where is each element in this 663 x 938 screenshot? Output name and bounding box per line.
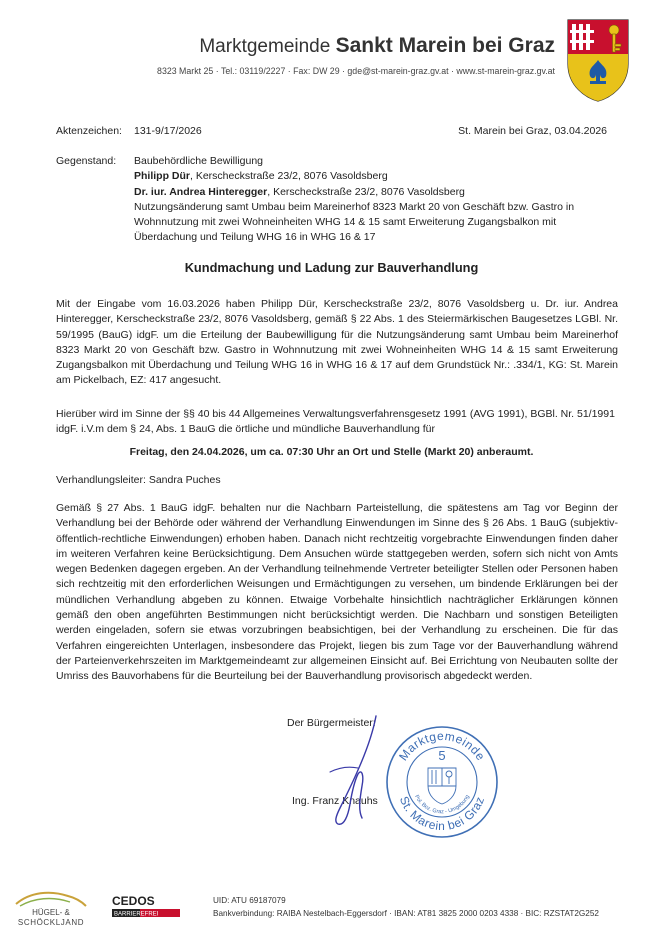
letterhead-title: [0, 34, 555, 58]
applicant-2: [134, 185, 616, 200]
footer-info: [213, 894, 599, 920]
logo-huegel-line1: HÜGEL- &: [32, 908, 70, 917]
subject-label: Gegenstand:: [56, 155, 117, 167]
reference-label: Aktenzeichen:: [56, 125, 122, 137]
stamp-bottom-text: St. Marein bei Graz: [396, 794, 488, 834]
letterhead-contact: 8323 Markt 25 · Tel.: 03119/2227 · Fax: DW 29 · gde@st-marein-graz.gv.at · www.st-marein-graz.gv.at: [157, 66, 555, 76]
reference-value: 131-9/17/2026: [134, 125, 202, 137]
applicant-1: [134, 169, 616, 184]
logo-cedos-line1: CEDOS: [112, 894, 155, 908]
stamp-number: 5: [438, 748, 446, 763]
subject-description: Nutzungsänderung samt Umbau beim Mareinerhof 8323 Markt 20 von Geschäft bzw. Gastro in Wohnnutzung mit zwei Wohneinheiten WHG 14 & 15 samt Erweiterung Zugangsbalkon mit Überdachung und Teilung WHG 16 in WHG 16 & 17: [134, 200, 575, 244]
municipality-name: Sankt Marein bei Graz: [335, 34, 555, 57]
footer-bank: Bankverbindung: RAIBA Nestelbach-Eggersdorf · IBAN: AT81 3825 2000 0203 4338 · BIC: RZSTAT2G252: [213, 909, 599, 918]
paragraph-legal-basis: Hierüber wird im Sinne der §§ 40 bis 44 Allgemeines Verwaltungsverfahrensgesetz 1991 (AVG 1991), BGBl. Nr. 51/1991 idgF. i.V.m dem § 24, Abs. 1 BauG die örtliche und mündliche Bauverhandlung für: [56, 408, 615, 436]
signature-title: Der Bürgermeister:: [287, 717, 376, 729]
subject-title: Baubehördliche Bewilligung: [134, 155, 264, 167]
footer-uid: UID: ATU 69187079: [213, 896, 286, 905]
applicant-1-address: , Kerscheckstraße 23/2, 8076 Vasoldsberg: [190, 170, 388, 183]
signatory-name: Ing. Franz Knauhs: [292, 795, 378, 807]
applicant-1-name: Philipp Dür: [134, 170, 190, 183]
place-date: St. Marein bei Graz, 03.04.2026: [458, 125, 607, 137]
logo-cedos-line2: BARRIEREFREI: [114, 911, 159, 918]
subject-block: [56, 154, 616, 246]
hearing-date: Freitag, den 24.04.2026, um ca. 07:30 Uhr an Ort und Stelle (Markt 20) anberaumt.: [129, 446, 534, 458]
applicant-2-name: Dr. iur. Andrea Hinteregger: [134, 185, 268, 198]
paragraph-application: Mit der Eingabe vom 16.03.2026 haben Philipp Dür, Kerscheckstraße 23/2, 8076 Vasoldsberg u. Dr. iur. Andrea Hinteregger, Kerscheckstraße 23/2, 8076 Vasoldsberg, gemäß § 22 Abs. 1 des Steiermärkischen Baugesetzes LGBl. Nr. 59/1995 (BauG) idgF. um die Erteilung der Baubewilligung für die Nutzungsänderung samt Umbau beim Mareinerhof 8323 Markt 20 von Geschäft bzw. Gastro in Wohnnutzung mit zwei Wohneinheiten WHG 14 & 15 samt Erweiterung Zugangsbalkon mit Überdachung und Teilung WHG 16 in WHG 16 & 17 auf dem Grundstück Nr.: .334/1, KG: St. Marein am Pickelbach, EZ: 417 angesucht.: [56, 298, 618, 387]
logo-huegel-line2: SCHÖCKLJAND: [17, 918, 85, 927]
title-prefix: Marktgemeinde: [199, 36, 331, 57]
hearing-leader: Verhandlungsleiter: Sandra Puches: [56, 474, 221, 486]
huegel-schoecklland-logo: [10, 888, 92, 928]
coat-of-arms-icon: [566, 18, 630, 102]
paragraph-party-rights: Gemäß § 27 Abs. 1 BauG idgF. behalten nur die Nachbarn Parteistellung, die spätestens am Tag vor Beginn der Verhandlung bei der Behörde oder während der Verhandlung Einwendungen im Sinne des § 26 Abs. 1 BauG (subjektiv-öffentlich-rechtliche Einwendungen) erhoben haben. Danach nicht rechtzeitig vorgebrachte Einwendungen finden daher im weiteren Verfahren keine Berücksichtigung. Dem Ansuchen würde stattgegeben werden, sofern sich nicht von Amts wegen Bedenken dagegen ergeben. An der Verhandlung teilnehmende Vertreter beteiligter Stellen oder Personen haben sich rechtzeitig mit den erforderlichen Weisungen und Ermächtigungen zu versehen, um bindende Erklärungen bei der mündlichen Verhandlung abgeben zu können. Etwaige Vorbehalte hinsichtlich nachträglicher Erklärungen können gemäß den oben angeführten Bestimmungen nicht berücksichtigt werden. Die Nachbarn und sonstigen Beteiligten werden eingeladen, sofern sie etwas vorzubringen beabsichtigen, bei der Verhandlung zu erscheinen. Die für das Verfahren eingereichten Unterlagen, insbesondere das Projekt, liegen bis zum Tage vor der Bauverhandlung während der Parteienverkehrszeiten im Marktgemeindeamt zur allgemeinen Einsicht auf. Bei Errichtung von Neubauten sollte der Umriss des Bauvorhabens für die Beurteilung bei der Bauverhandlung provisorisch abgedeckt werden.: [56, 502, 618, 683]
stamp-top-text: Marktgemeinde: [396, 728, 489, 764]
cedos-logo: [108, 888, 186, 928]
official-stamp-icon: [384, 724, 500, 840]
document-heading: Kundmachung und Ladung zur Bauverhandlung: [184, 260, 479, 275]
stamp-inner-text: Pol. Bez. Graz - Umgebung: [413, 794, 471, 816]
handwritten-signature-icon: [318, 712, 393, 832]
reference-number: [56, 125, 202, 137]
applicant-2-address: , Kerscheckstraße 23/2, 8076 Vasoldsberg: [267, 185, 465, 198]
